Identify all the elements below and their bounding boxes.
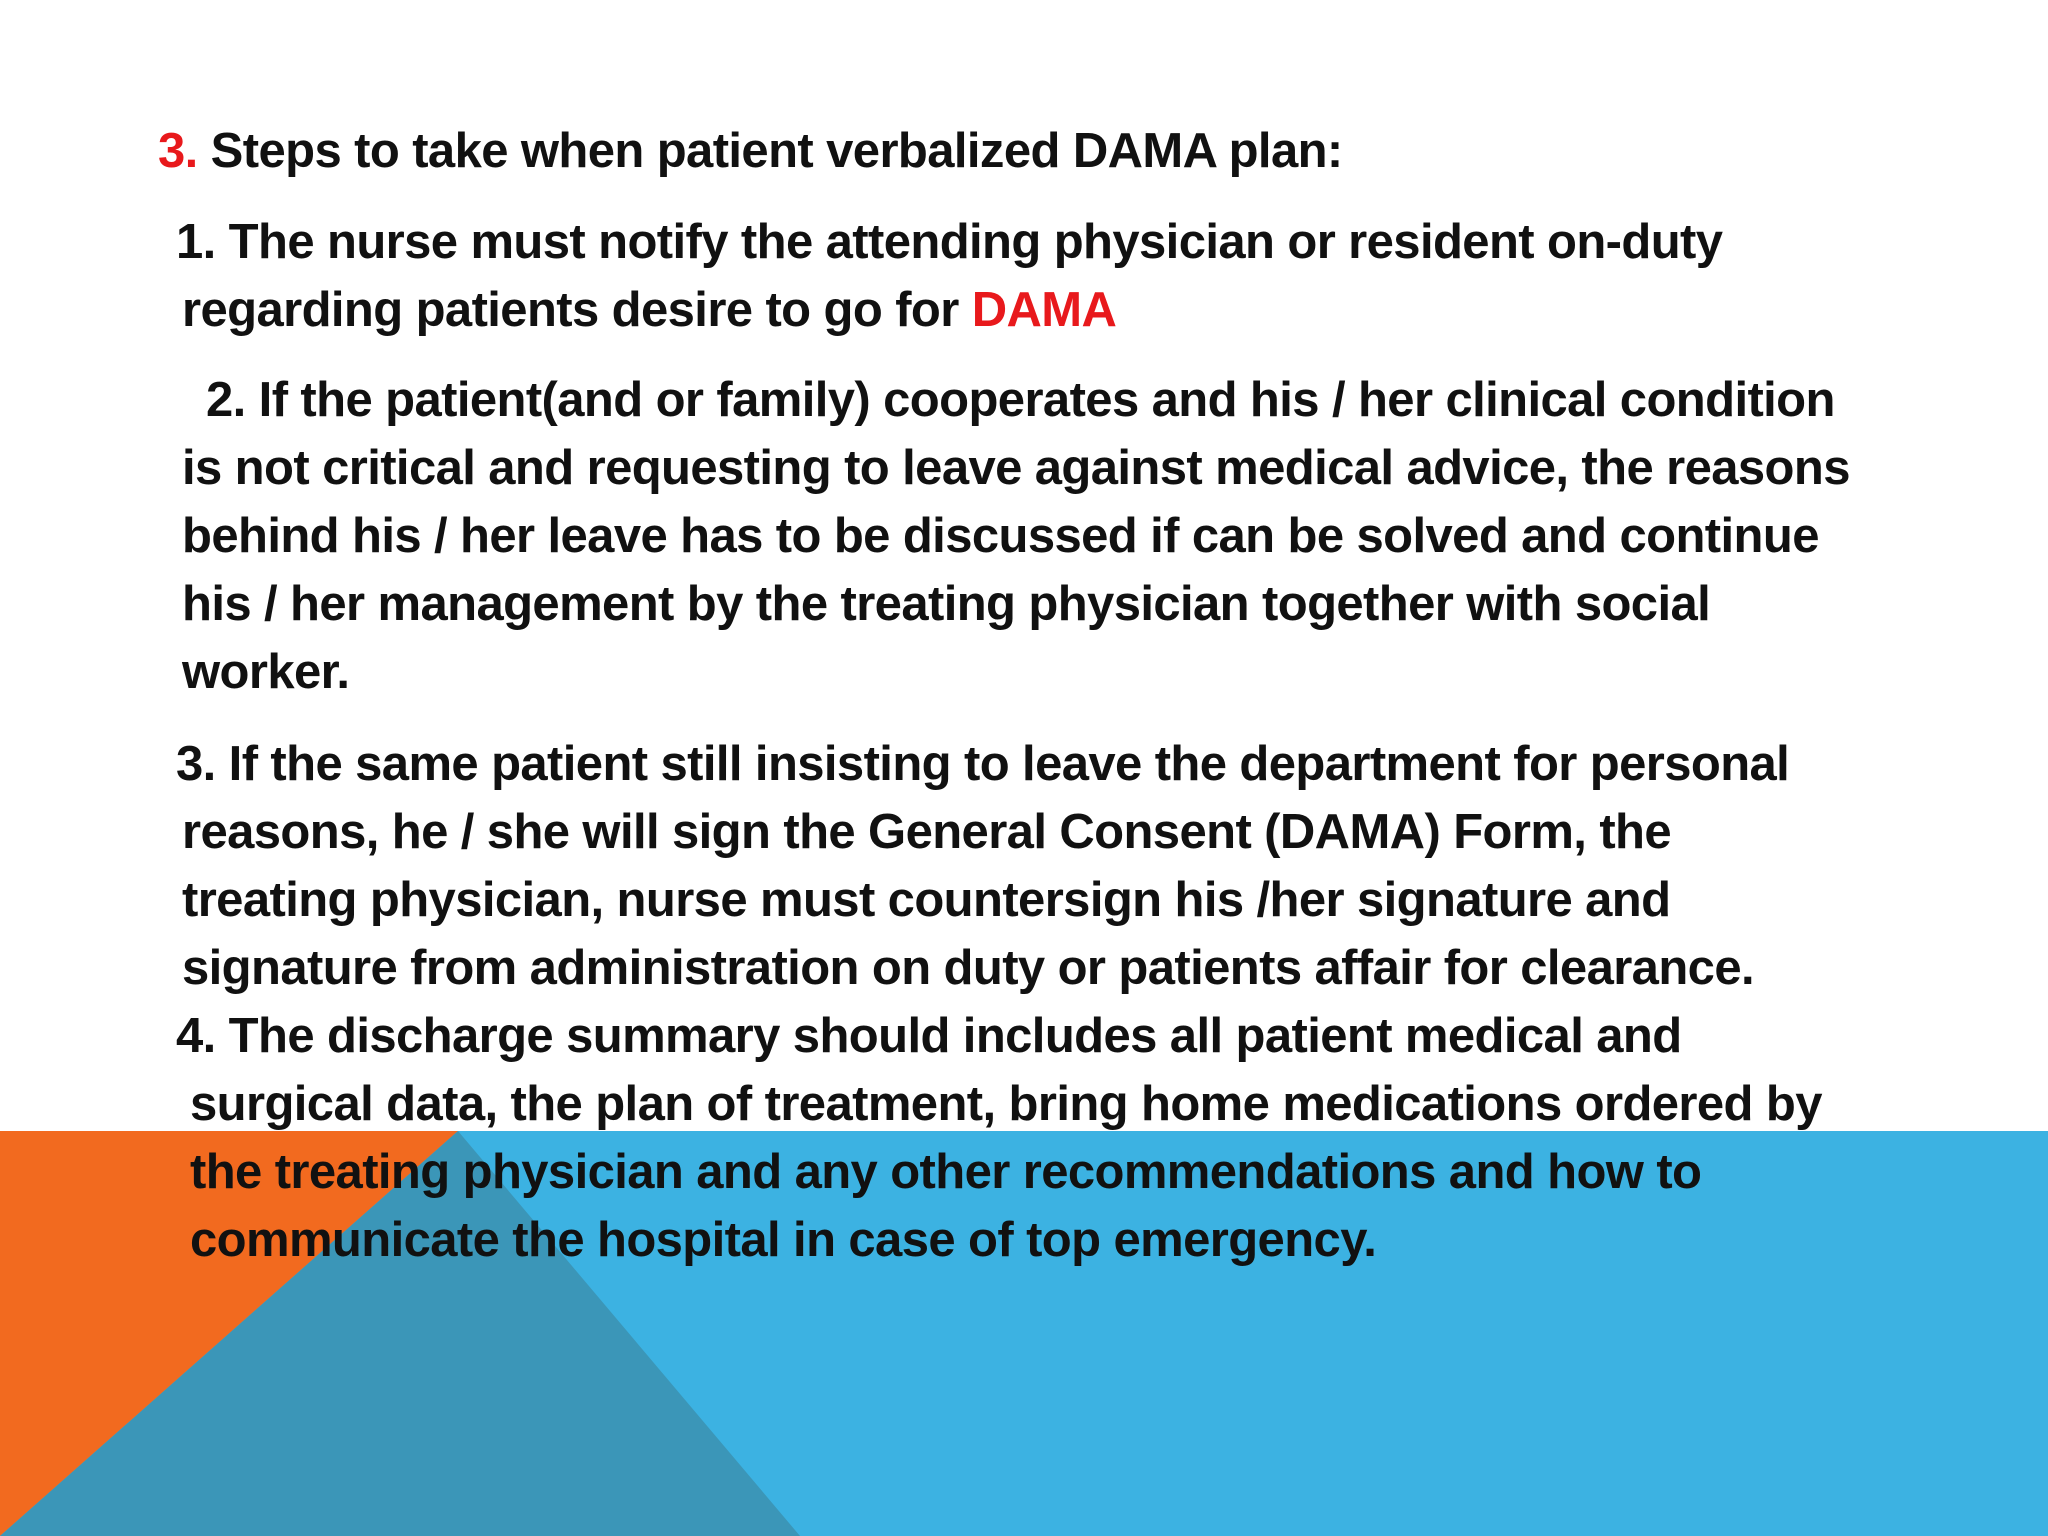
- step-2-line-1: 2. If the patient(and or family) cooperates and his / her clinical condition: [206, 373, 1835, 427]
- step-2-line-4: his / her management by the treating physician together with social: [182, 577, 1711, 631]
- step-1-dama-highlight: DAMA: [971, 283, 1117, 337]
- step-1-line-2: [182, 276, 1116, 344]
- step-3-line-1: 3. If the same patient still insisting to leave the department for personal: [176, 737, 1790, 791]
- heading-text: Steps to take when patient verbalized DAMA plan:: [197, 124, 1343, 178]
- step-4-line-1: 4. The discharge summary should includes all patient medical and: [176, 1009, 1682, 1063]
- step-4-line-2: surgical data, the plan of treatment, bring home medications ordered by: [190, 1077, 1822, 1131]
- step-3-line-2: reasons, he / she will sign the General Consent (DAMA) Form, the: [182, 805, 1672, 859]
- step-2-line-5: worker.: [182, 645, 350, 699]
- step-1-line-2-text: regarding patients desire to go for: [182, 283, 972, 337]
- step-2-line-2: is not critical and requesting to leave against medical advice, the reasons: [182, 441, 1850, 495]
- step-4-line-3: the treating physician and any other recommendations and how to: [190, 1145, 1702, 1199]
- step-4-line-4: communicate the hospital in case of top emergency.: [190, 1213, 1377, 1267]
- heading: [158, 117, 1343, 185]
- heading-number: 3.: [158, 124, 198, 178]
- step-2-line-3: behind his / her leave has to be discussed if can be solved and continue: [182, 509, 1819, 563]
- step-1-line-1: 1. The nurse must notify the attending physician or resident on-duty: [176, 215, 1723, 269]
- step-3-line-3: treating physician, nurse must countersign his /her signature and: [182, 873, 1671, 927]
- step-3-line-4: signature from administration on duty or patients affair for clearance.: [182, 941, 1754, 995]
